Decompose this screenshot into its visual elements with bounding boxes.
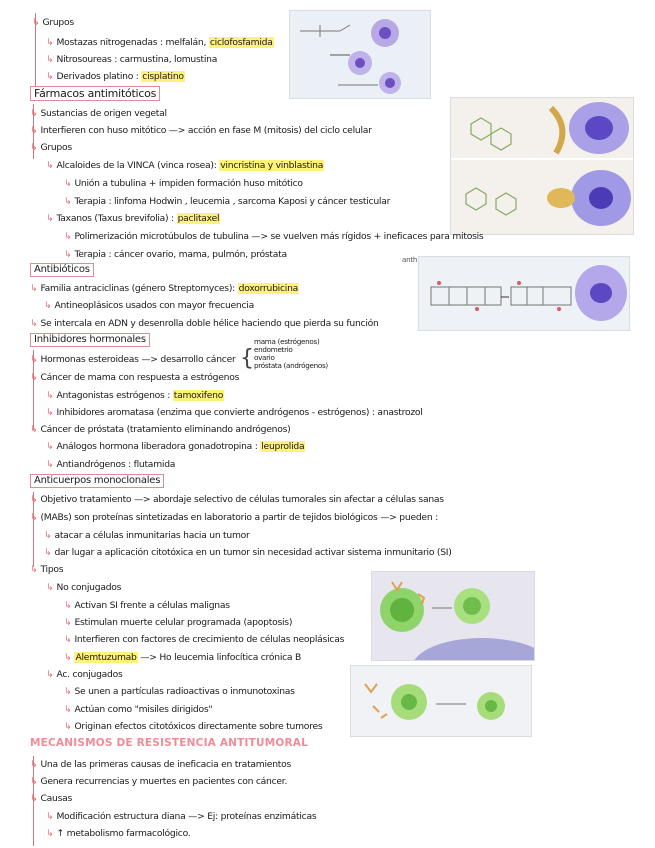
grupos-alquilantes: ↳ Grupos [32, 17, 74, 28]
nitrosoureas-line: ↳ Nitrosoureas : carmustina, lomustina [46, 54, 218, 65]
anticuerpos-header: Anticuerpos monoclonales [30, 474, 164, 488]
antibiotic-figure-art [419, 257, 629, 330]
antagonistas-line: ↳ Antagonistas estrógenos : tamoxifeno [46, 390, 224, 401]
brace-item-mama: mama (estrógenos) [254, 337, 320, 346]
antibiotic-figure [418, 256, 630, 331]
brace-item-prostata: próstata (andrógenos) [254, 361, 328, 370]
terapia1-line: ↳ Terapia : linfoma Hodwin , leucemia , sarcoma Kaposi y cáncer testicular [64, 196, 391, 207]
hormonales-header: Inhibidores hormonales [30, 333, 150, 347]
modificacion-line: ↳ Modificación estructura diana —> Ej: proteínas enzimáticas [46, 811, 317, 822]
antimitotic-figure [450, 97, 634, 235]
estimulan-line: ↳ Estimulan muerte celular programada (apoptosis) [64, 617, 293, 628]
brace-symbol: { [240, 346, 254, 371]
actuan-line: ↳ Actúan como "misiles dirigidos" [64, 704, 213, 715]
hormonas-line: ↳ Hormonas esteroideas —> desarrollo cáncer [30, 354, 236, 365]
brace-item-ovario: ovario [254, 353, 275, 362]
mabs-line: ↳ (MABs) son proteínas sintetizadas en laboratorio a partir de tejidos biológicos —> pueden : [30, 512, 438, 523]
mostazas-line: ↳ Mostazas nitrogenadas : melfalán, ciclofosfamida [46, 37, 273, 48]
aromatasa-line: ↳ Inhibidores aromatasa (enzima que convierte andrógenos - estrógenos) : anastrozol [46, 407, 423, 418]
antimitoticos-header: Fármacos antimitóticos [30, 86, 160, 101]
huso-line: ↳ Interfieren con huso mitótico —> acción en fase M (mitosis) del ciclo celular [30, 125, 372, 136]
platino-line: ↳ Derivados platino : cisplatino [46, 71, 184, 82]
terapia2-line: ↳ Terapia : cáncer ovario, mama, pulmón, próstata [64, 249, 287, 260]
activan-line: ↳ Activan SI frente a células malignas [64, 600, 230, 611]
interfieren-line: ↳ Interfieren con factores de crecimiento de células neoplásicas [64, 634, 345, 645]
antibioticos-header: Antibióticos [30, 263, 94, 277]
antineo-line: ↳ Antineoplásicos usados con mayor frecuencia [44, 300, 254, 311]
brace-item-endometrio: endometrio [254, 345, 293, 354]
analogos-line: ↳ Análogos hormona liberadora gonadotropina : leuprolida [46, 441, 305, 452]
figure-caption: anth [402, 255, 418, 264]
ac-conjugados-line: ↳ Ac. conjugados [46, 669, 123, 680]
no-conjugados-line: ↳ No conjugados [46, 582, 122, 593]
causas-line: ↳ Causas [30, 793, 73, 804]
resistencia-title: MECANISMOS DE RESISTENCIA ANTITUMORAL [30, 737, 309, 749]
taxanos-line: ↳ Taxanos (Taxus brevifolia) : paclitaxel [46, 213, 220, 224]
origen-line: ↳ Sustancias de origen vegetal [30, 108, 167, 119]
familia-line: ↳ Familia antraciclinas (género Streptomyces): doxorrubicina [30, 283, 299, 294]
alemtuzumab-line: ↳ Alemtuzumab —> Ho leucemia linfocítica crónica B [64, 652, 302, 663]
alkylating-figure-art [290, 11, 430, 98]
alkylating-figure [289, 10, 431, 99]
se-unen-line: ↳ Se unen a partículas radioactivas o inmunotoxinas [64, 686, 295, 697]
dar-lugar-line: ↳ dar lugar a aplicación citotóxica en un tumor sin necesidad activar sistema inmunitario (SI) [44, 547, 452, 558]
una-line: ↳ Una de las primeras causas de ineficacia en tratamientos [30, 759, 292, 770]
antibody-figure-2 [350, 665, 532, 737]
antimitotic-figure-art [451, 98, 633, 234]
antiandrogenos-line: ↳ Antiandrógenos : flutamida [46, 459, 176, 470]
polimerizacion-line: ↳ Polimerización microtúbulos de tubulina —> se vuelven más rígidos + ineficaces para mitosis [64, 231, 484, 242]
atacar-line: ↳ atacar a células inmunitarias hacia un tumor [44, 530, 250, 541]
originan-line: ↳ Originan efectos citotóxicos directamente sobre tumores [64, 721, 323, 732]
antibody-figure-1-art [372, 572, 534, 660]
union-line: ↳ Unión a tubulina + impiden formación huso mitótico [64, 178, 303, 189]
grupos-antimitoticos: ↳ Grupos [30, 142, 72, 153]
cancer-prostata-line: ↳ Cáncer de próstata (tratamiento eliminando andrógenos) [30, 424, 291, 435]
objetivo-line: ↳ Objetivo tratamiento —> abordaje selectivo de células tumorales sin afectar a células sanas [30, 494, 444, 505]
metabolismo-line: ↳ ↑ metabolismo farmacológico. [46, 828, 191, 839]
intercala-line: ↳ Se intercala en ADN y desenrolla doble hélice haciendo que pierda su función [30, 318, 379, 329]
antibody-figure-2-art [351, 666, 531, 736]
antibody-figure-1 [371, 571, 535, 661]
genera-line: ↳ Genera recurrencias y muertes en pacientes con cáncer. [30, 776, 288, 787]
alcaloides-line: ↳ Alcaloides de la VINCA (vinca rosea): vincristina y vinblastina [46, 160, 324, 171]
cancer-mama-line: ↳ Cáncer de mama con respuesta a estrógenos [30, 372, 240, 383]
tipos-line: ↳ Tipos [30, 564, 64, 575]
